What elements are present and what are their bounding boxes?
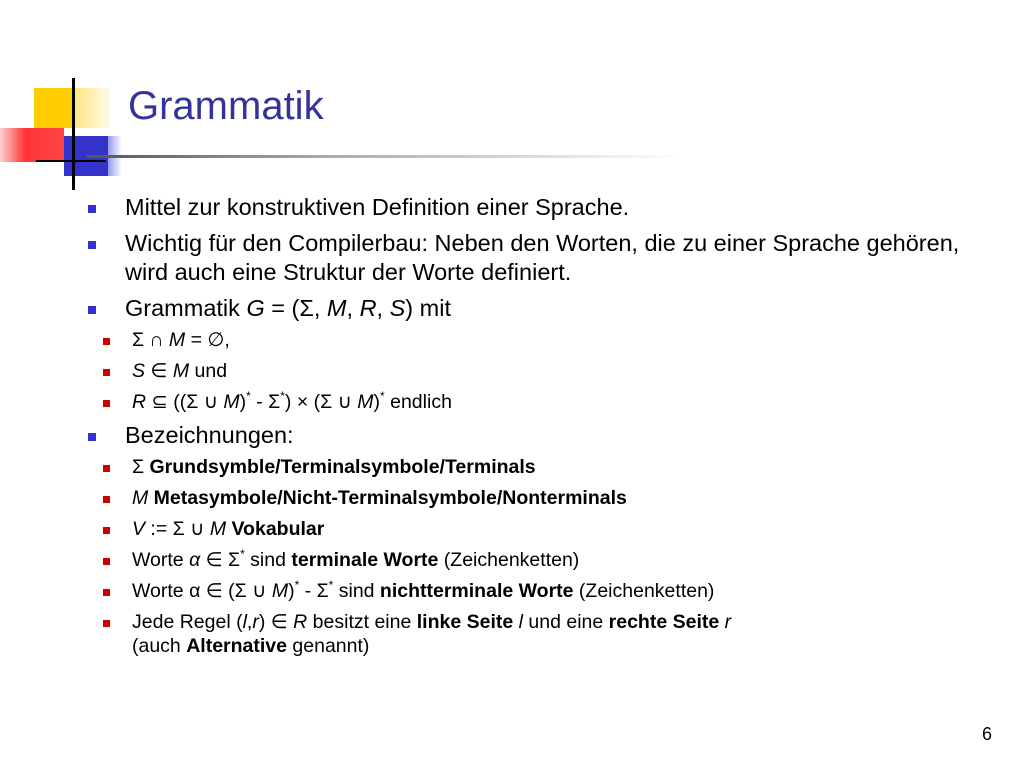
sub-sigma-cap-m: Σ ∩ M = ∅, — [86, 328, 986, 352]
title-underline — [86, 155, 686, 158]
deco-red-bar — [0, 128, 64, 162]
sub-regel: Jede Regel (l,r) ∈ R besitzt eine linke Seite l und eine rechte Seite r (auch Alternative genannt) — [86, 610, 986, 658]
bullet-bezeichnungen: Bezeichnungen: Σ Grundsymble/Terminalsymbole/Terminals M Metasymbole/Nicht-Terminalsymbole/Nonterminals V := Σ ∪ M Vokabular Worte α ∈ Σ* sind terminale Worte (Zeichenketten) Worte α ∈ (Σ ∪ M)* - Σ* sind nichtterminale Worte (Zeichenketten) Jede Regel (l,r) ∈ R besitzt eine linke Seite l und eine rechte Seite r (auch Alternative genannt) — [86, 421, 986, 658]
deco-vertical-line — [72, 78, 75, 190]
slide-title: Grammatik — [128, 84, 324, 128]
bezeichnungen-sublist — [86, 455, 986, 658]
sub-r-subset: R ⊆ ((Σ ∪ M)* - Σ*) × (Σ ∪ M)* endlich — [86, 390, 986, 414]
grammatik-sublist — [86, 328, 986, 414]
bullet-list — [86, 193, 986, 665]
bullet-grammatik: Grammatik G = (Σ, M, R, S) mit Σ ∩ M = ∅, S ∈ M und R ⊆ ((Σ ∪ M)* - Σ*) × (Σ ∪ M)* endlich — [86, 294, 986, 414]
sub-nonterminals: M Metasymbole/Nicht-Terminalsymbole/Nonterminals — [86, 486, 986, 510]
sub-terminale-worte: Worte α ∈ Σ* sind terminale Worte (Zeichenketten) — [86, 548, 986, 572]
sub-nichtterminale-worte: Worte α ∈ (Σ ∪ M)* - Σ* sind nichtterminale Worte (Zeichenketten) — [86, 579, 986, 603]
sub-s-in-m: S ∈ M und — [86, 359, 986, 383]
page-number: 6 — [981, 724, 992, 744]
deco-horizontal-line-1 — [36, 160, 106, 162]
sub-vokabular: V := Σ ∪ M Vokabular — [86, 517, 986, 541]
bullet-compilerbau: Wichtig für den Compilerbau: Neben den Worten, die zu einer Sprache gehören, wird auch eine Struktur der Worte definiert. — [86, 229, 986, 287]
corner-decoration — [0, 0, 140, 200]
sub-terminals: Σ Grundsymble/Terminalsymbole/Terminals — [86, 455, 986, 479]
deco-yellow-square — [34, 88, 74, 128]
bullet-definition: Mittel zur konstruktiven Definition einer Sprache. — [86, 193, 986, 222]
deco-yellow-fade — [74, 88, 110, 128]
